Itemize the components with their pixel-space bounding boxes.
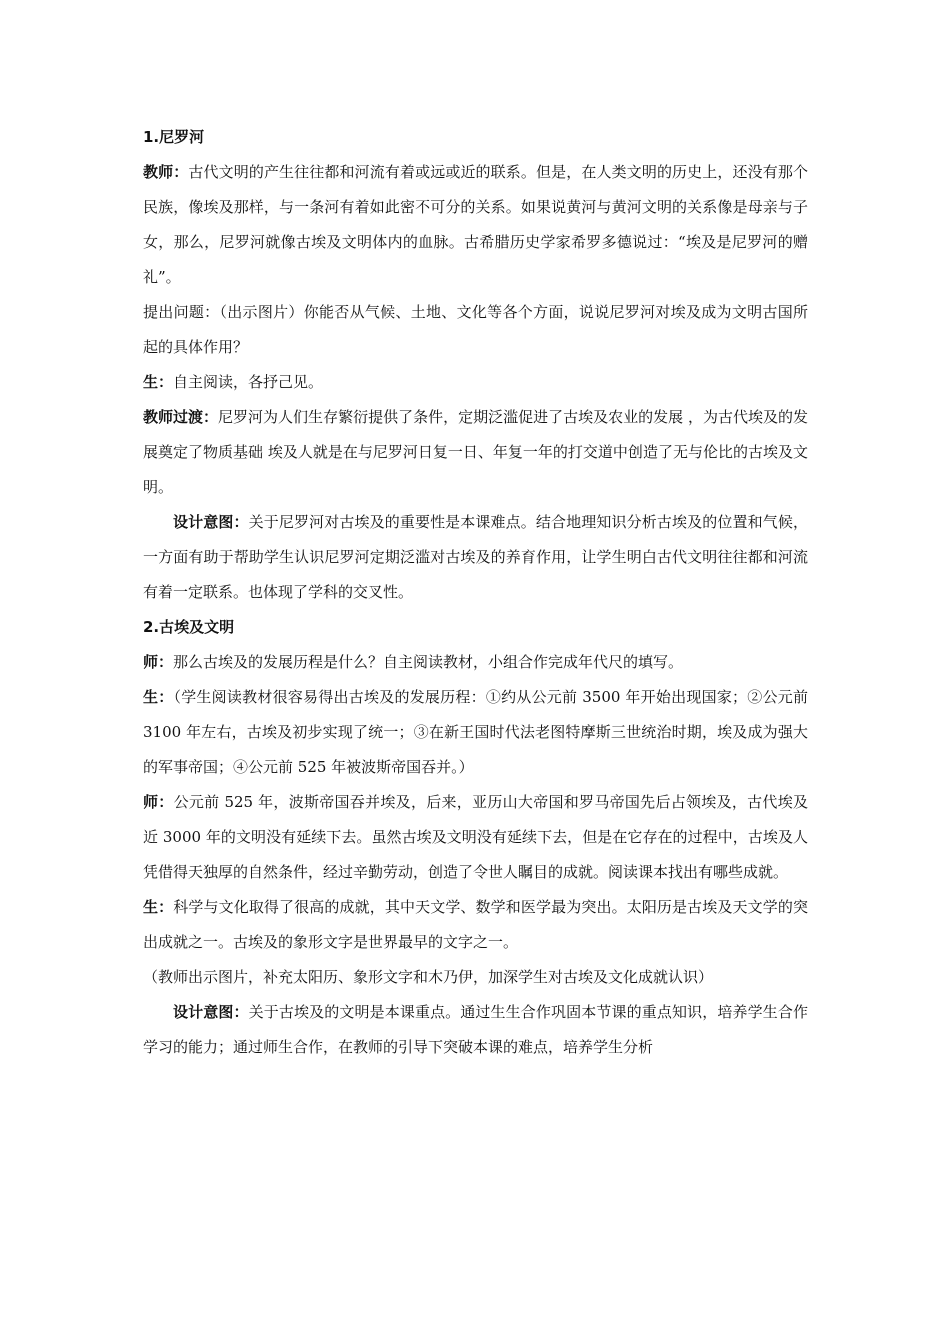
speaker-label: 生： [143, 373, 174, 391]
speaker-label: 教师： [143, 163, 189, 181]
speaker-label: 生： [143, 898, 174, 916]
paragraph-text: 科学与文化取得了很高的成就，其中天文学、数学和医学最为突出。太阳历是古埃及天文学的突出成就之一。古埃及的象形文字是世界最早的文字之一。 [143, 898, 808, 951]
paragraph-design-intent [143, 995, 808, 1065]
paragraph-question [143, 295, 808, 365]
paragraph-text: 自主阅读，各抒己见。 [173, 373, 324, 391]
section-heading-nile: 1.尼罗河 [143, 128, 205, 146]
speaker-label: 设计意图： [173, 513, 249, 531]
paragraph-student-achievements [143, 890, 808, 960]
paragraph-text: 尼罗河为人们生存繁衍提供了条件，定期泛滥促进了古埃及农业的发展 ，为古代埃及的发展奠定了物质基础 埃及人就是在与尼罗河日复一日、年复一年的打交道中创造了无与伦比的古埃及文明。 [143, 408, 808, 496]
paragraph-teacher-transition [143, 400, 808, 505]
paragraph-teacher-intro [143, 155, 808, 295]
paragraph-teacher-note [143, 960, 808, 995]
speaker-label: 设计意图： [173, 1003, 249, 1021]
paragraph-design-intent [143, 505, 808, 610]
paragraph-text: 公元前 525 年，波斯帝国吞并埃及，后来，亚历山大帝国和罗马帝国先后占领埃及，古代埃及近 3000 年的文明没有延续下去。虽然古埃及文明没有延续下去，但是在它存在的过程中，古埃及人凭借得天独厚的自然条件，经过辛勤劳动，创造了令世人瞩目的成就。阅读课本找出有哪些成就。 [143, 793, 808, 881]
paragraph-text: （教师出示图片，补充太阳历、象形文字和木乃伊，加深学生对古埃及文化成就认识） [143, 968, 714, 986]
speaker-label: 生： [143, 688, 174, 706]
paragraph-student-timeline [143, 680, 808, 785]
paragraph-student-response [143, 365, 808, 400]
paragraph-text: 关于尼罗河对古埃及的重要性是本课难点。结合地理知识分析古埃及的位置和气候，一方面有助于帮助学生认识尼罗河定期泛滥对古埃及的养育作用，让学生明白古代文明往往都和河流有着一定联系。也体现了学科的交叉性。 [143, 513, 808, 601]
speaker-label: 师： [143, 793, 174, 811]
document-page [143, 120, 808, 1065]
paragraph-text: （学生阅读教材很容易得出古埃及的发展历程：①约从公元前 3500 年开始出现国家；②公元前 3100 年左右，古埃及初步实现了统一；③在新王国时代法老图特摩斯三世统治时期，埃及成为强大的军事帝国；④公元前 525 年被波斯帝国吞并。） [143, 688, 808, 776]
paragraph-text: 关于古埃及的文明是本课重点。通过生生合作巩固本节课的重点知识，培养学生合作学习的能力；通过师生合作，在教师的引导下突破本课的难点，培养学生分析 [143, 1003, 808, 1056]
section-heading-egypt: 2.古埃及文明 [143, 618, 235, 636]
paragraph-text: 提出问题：（出示图片）你能否从气候、土地、文化等各个方面，说说尼罗河对埃及成为文明古国所起的具体作用？ [143, 303, 808, 356]
speaker-label: 师： [143, 653, 174, 671]
paragraph-text: 那么古埃及的发展历程是什么？自主阅读教材，小组合作完成年代尺的填写。 [173, 653, 684, 671]
paragraph-teacher-question [143, 645, 808, 680]
paragraph-teacher-achievements [143, 785, 808, 890]
paragraph-text: 古代文明的产生往往都和河流有着或远或近的联系。但是，在人类文明的历史上，还没有那个民族，像埃及那样，与一条河有着如此密不可分的关系。如果说黄河与黄河文明的关系像是母亲与子女，那么，尼罗河就像古埃及文明体内的血脉。古希腊历史学家希罗多德说过：“埃及是尼罗河的赠礼”。 [143, 163, 808, 286]
speaker-label: 教师过渡： [143, 408, 219, 426]
